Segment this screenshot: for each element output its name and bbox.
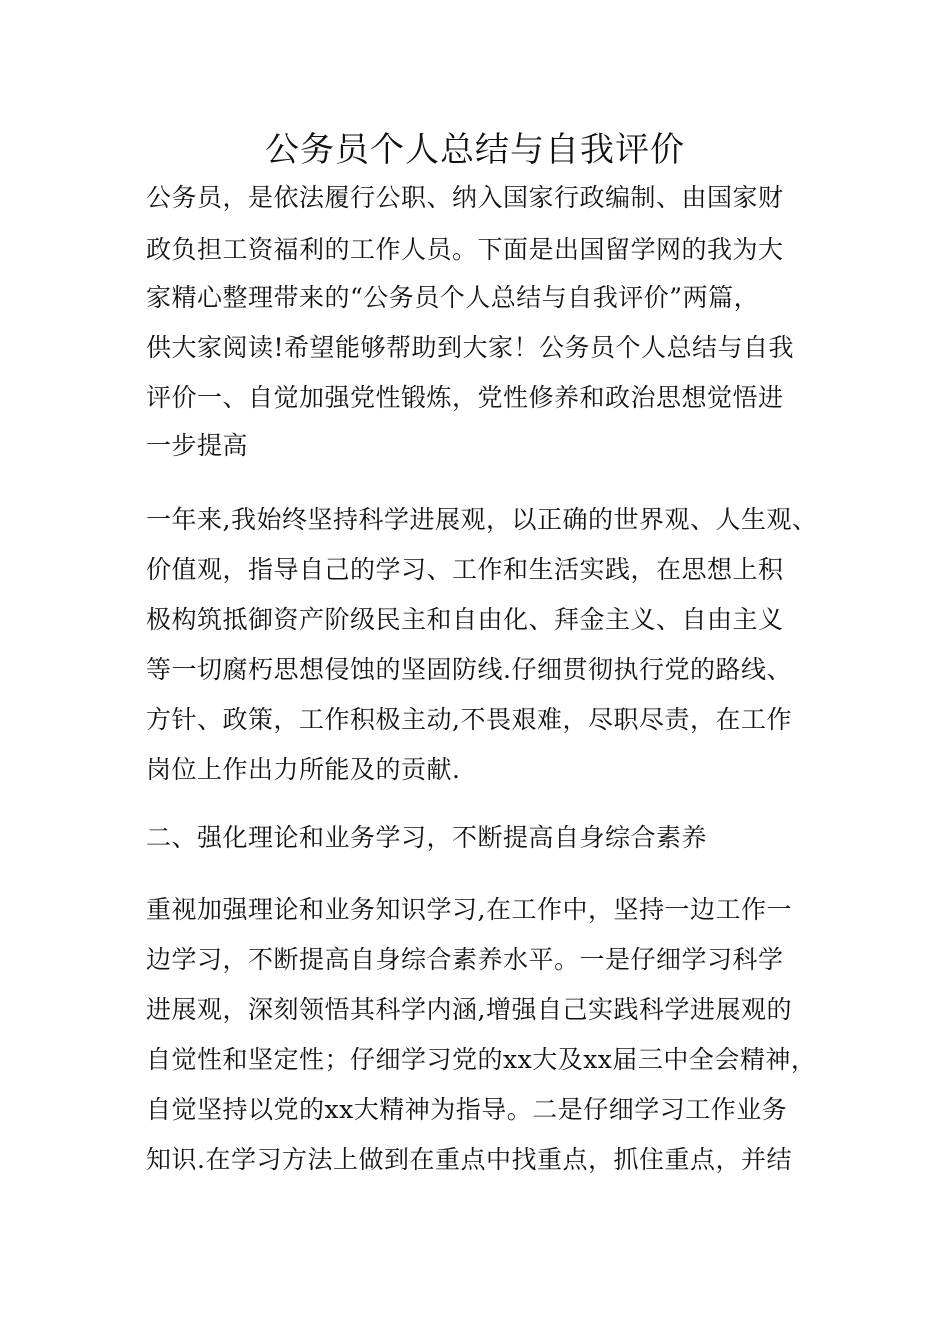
text-line: 公务员，是依法履行公职、纳入国家行政编制、由国家财 [146, 183, 784, 212]
text-line: 知识.在学习方法上做到在重点中找重点，抓住重点，并结 [146, 1145, 792, 1174]
text-line: 价值观，指导自己的学习、工作和生活实践，在思想上积 [146, 555, 784, 584]
text-line: 自觉坚持以党的xx大精神为指导。二是仔细学习工作业务 [146, 1095, 788, 1124]
text-line: 方针、政策，工作积极主动,不畏艰难，尽职尽责，在工作 [146, 705, 792, 734]
text-line: 边学习，不断提高自身综合素养水平。一是仔细学习科学 [146, 945, 784, 974]
text-line: 评价一、自觉加强党性锻炼，党性修养和政治思想觉悟进 [146, 383, 784, 412]
text-line: 一步提高 [146, 431, 249, 460]
text-line: 供大家阅读!希望能够帮助到大家！公务员个人总结与自我 [146, 333, 795, 362]
text-line: 一年来,我始终坚持科学进展观，以正确的世界观、人生观、 [146, 505, 818, 534]
text-line: 等一切腐朽思想侵蚀的坚固防线.仔细贯彻执行党的路线、 [146, 655, 792, 684]
text-line: 岗位上作出力所能及的贡献. [146, 755, 461, 784]
text-line: 重视加强理论和业务知识学习,在工作中，坚持一边工作一 [146, 895, 792, 924]
text-line: 政负担工资福利的工作人员。下面是出国留学网的我为大 [146, 235, 784, 264]
document-title: 公务员个人总结与自我评价 [265, 130, 685, 170]
text-line: 家精心整理带来的“公务员个人总结与自我评价”两篇， [146, 283, 760, 312]
text-line: 进展观，深刻领悟其科学内涵,增强自己实践科学进展观的 [146, 995, 792, 1024]
text-line: 自觉性和坚定性；仔细学习党的xx大及xx届三中全会精神， [146, 1045, 817, 1074]
section-heading: 二、强化理论和业务学习，不断提高自身综合素养 [146, 823, 708, 852]
text-line: 极构筑抵御资产阶级民主和自由化、拜金主义、自由主义 [146, 605, 784, 634]
